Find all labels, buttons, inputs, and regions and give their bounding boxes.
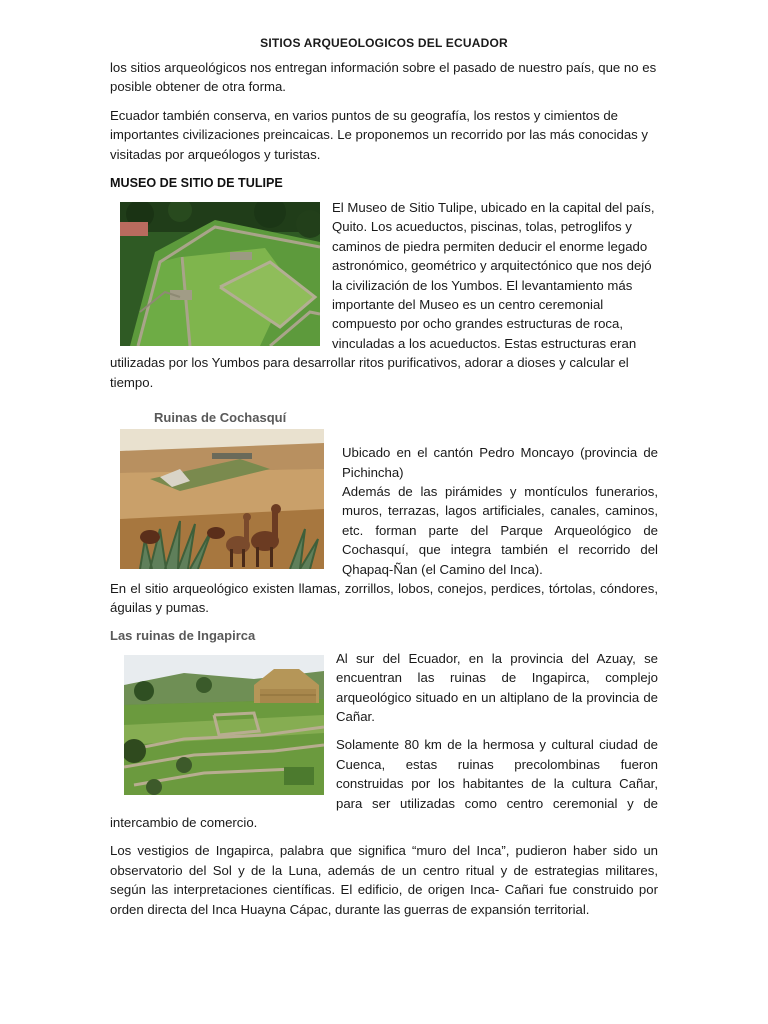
cochasqui-text-1: Ubicado en el cantón Pedro Moncayo (provincia de Pichincha) [342, 445, 658, 480]
intro-paragraph-1: los sitios arqueológicos nos entregan información sobre el pasado de nuestro país, que no es posible obtener de otra forma. [110, 60, 657, 95]
ingapirca-heading: Las ruinas de Ingapirca [110, 627, 256, 643]
ingapirca-text-2: Solamente 80 km de la hermosa y cultural ciudad de Cuenca, estas ruinas precolombinas fueron construidas por los habitantes de la cultura Cañar, para ser utilizadas como centro ceremonial y de intercambio de comercio. [110, 737, 658, 830]
document-page [110, 36, 658, 919]
ingapirca-photo [124, 655, 324, 795]
cochasqui-text-2: Además de las pirámides y montículos funerarios, muros, terrazas, lagos artificiales, canales, caminos, etc. forman parte del Parque Arqueológico de Cochasquí, que integra también el recorrido del Qhapaq-Ñan (el Camino del Inca). [342, 483, 658, 577]
intro-paragraph-2: Ecuador también conserva, en varios puntos de su geografía, los restos y cimientos de importantes civilizaciones preincaicas. Le proponemos un recorrido por las más conocidas y visitadas por arqueólogos y turistas. [110, 107, 649, 162]
cochasqui-photo [120, 429, 324, 569]
tulipe-heading: MUSEO DE SITIO DE TULIPE [110, 176, 283, 191]
cochasqui-heading: Ruinas de Cochasquí [154, 410, 287, 426]
tulipe-photo [120, 202, 320, 346]
ingapirca-text-3: Los vestigios de Ingapirca, palabra que significa “muro del Inca”, pudieron haber sido un observatorio del Sol y de la Luna, además de un centro ritual y de estrategias militares, según las interpretaciones científicas. El edificio, de origen Inca- Cañari fue construido por orden directa del Inca Huayna Cápac, durante las guerras de expansión territorial. [110, 843, 658, 917]
document-title: SITIOS ARQUEOLOGICOS DEL ECUADOR [260, 36, 508, 50]
tulipe-text: El Museo de Sitio Tulipe, ubicado en la capital del país, Quito. Los acueductos, piscinas, tolas, petroglifos y caminos de piedra permiten deducir el enorme legado astronómico, geométrico y arquitectónico que nos dejó la civilización de los Yumbos. El levantamiento más importante del Museo es un centro ceremonial compuesto por ocho grandes estructuras de roca, vinculadas a los acueductos. Estas estructuras eran utilizadas por los Yumbos para desarrollar ritos purificativos, adorar a dioses y calcular el tiempo. [110, 200, 655, 390]
ingapirca-text-1: Al sur del Ecuador, en la provincia del Azuay, se encuentran las ruinas de Ingapirca, complejo arqueológico situado en un altiplano de la provincia de Cañar. [336, 650, 658, 724]
cochasqui-text-3: En el sitio arqueológico existen llamas, zorrillos, lobos, conejos, perdices, tórtolas, cóndores, águilas y pumas. [110, 580, 658, 616]
